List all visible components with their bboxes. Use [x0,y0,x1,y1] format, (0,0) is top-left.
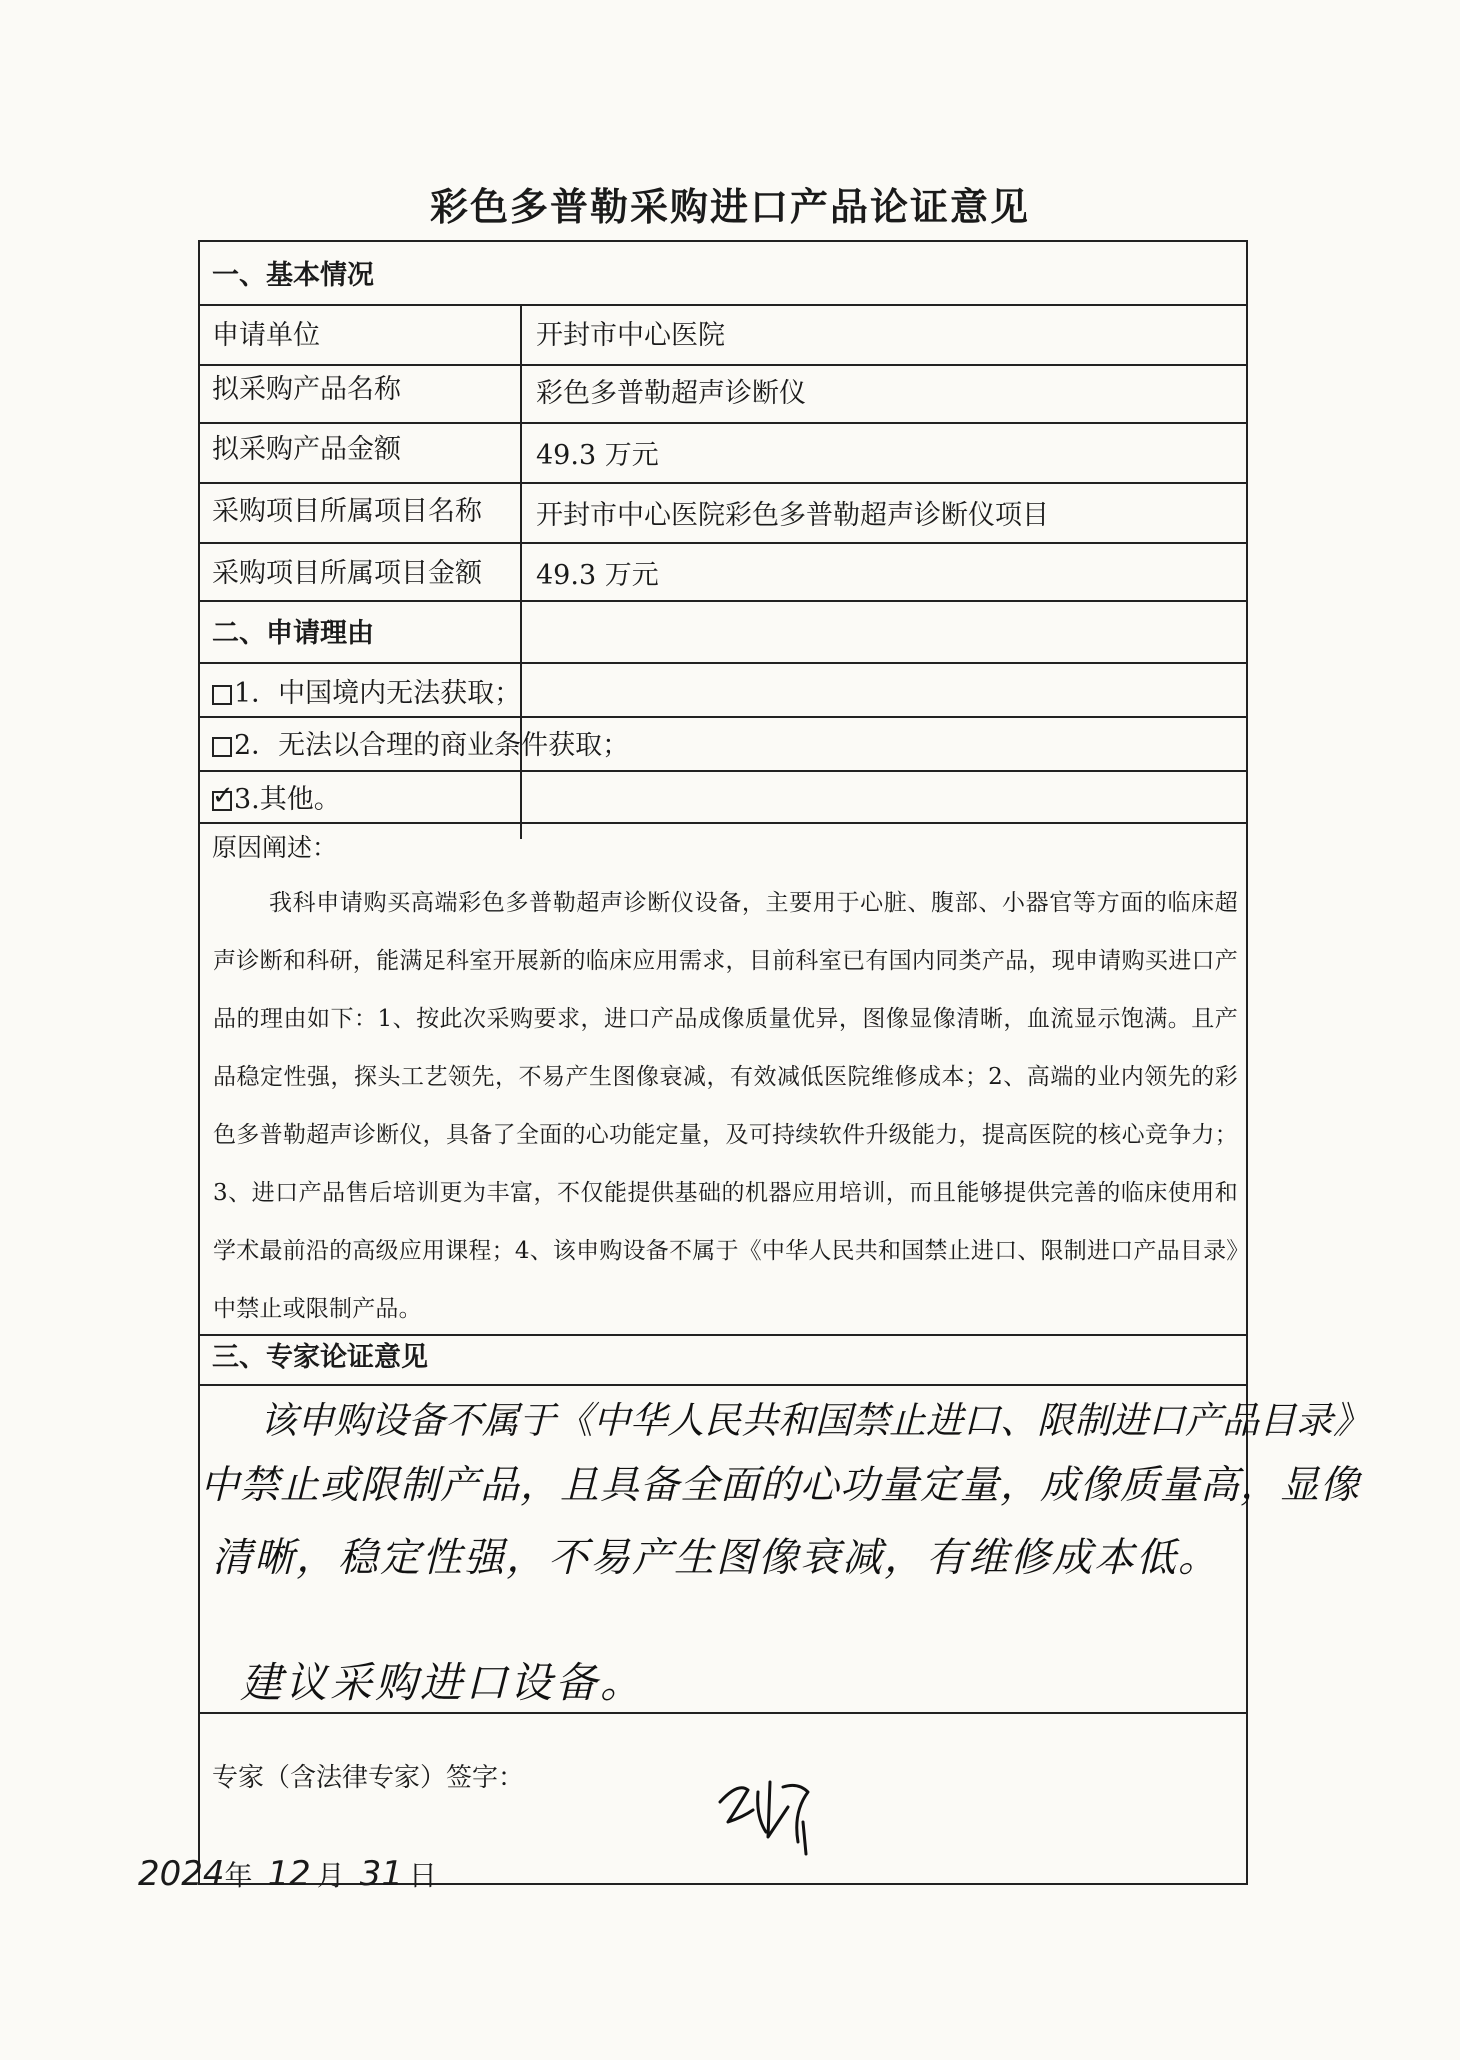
date-day: 31 [359,1854,403,1894]
row-label-product-name: 拟采购产品名称 [212,374,401,405]
date-day-suffix: 日 [408,1859,437,1892]
divider [200,304,1246,306]
date-month: 12 [267,1854,311,1894]
row-value-project-amount: 49.3 万元 [536,560,659,591]
handwritten-opinion-line-1: 该申购设备不属于《中华人民共和国禁止进口、限制进口产品目录》 [260,1399,1370,1442]
option-1-label: 1．中国境内无法获取； [234,678,522,709]
option-2-checkbox [212,737,232,757]
option-2-label: 2．无法以合理的商业条件获取； [234,730,630,761]
divider [200,422,1246,424]
reason-text: 我科申请购买高端彩色多普勒超声诊断仪设备，主要用于心脏、腹部、小器官等方面的临床超声诊断和科研，能满足科室开展新的临床应用需求，目前科室已有国内同类产品，现申请购买进口产品的理由如下：1、按此次采购要求，进口产品成像质量优异，图像显像清晰，血流显示饱满。且产品稳定性强，探头工艺领先，不易产生图像衰减，有效减低医院维修成本；2、高端的业内领先的彩色多普勒超声诊断仪，具备了全面的心功能定量，及可持续软件升级能力，提高医院的核心竞争力；3、进口产品售后培训更为丰富，不仅能提供基础的机器应用培训，而且能够提供完善的临床使用和学术最前沿的高级应用课程；4、该申购设备不属于《中华人民共和国禁止进口、限制进口产品目录》中禁止或限制产品。 [213,890,1238,1322]
divider [200,542,1246,544]
divider [200,662,1246,664]
row-label-product-amount: 拟采购产品金额 [212,434,401,465]
row-value-product-amount: 49.3 万元 [536,440,659,471]
date-year-suffix: 年 [224,1859,253,1892]
page-title: 彩色多普勒采购进口产品论证意见 [429,184,1030,229]
divider [200,600,1246,602]
section-3-heading: 三、专家论证意见 [212,1342,428,1373]
divider [200,770,1246,772]
divider [200,1712,1246,1714]
signature-label: 专家（含法律专家）签字： [212,1763,525,1793]
row-label-project-amount: 采购项目所属项目金额 [212,558,482,589]
option-2 [212,730,629,762]
option-3-label: 3.其他。 [234,784,341,815]
divider [200,1334,1246,1336]
date-month-suffix: 月 [316,1859,345,1892]
option-3-checkbox [212,781,234,811]
handwritten-recommendation: 建议采购进口设备。 [240,1658,646,1707]
reason-label: 原因阐述： [212,833,338,862]
form-table [198,240,1370,1885]
date-year: 2024 [138,1854,225,1894]
row-label-project-name: 采购项目所属项目名称 [212,496,482,527]
section-1-heading: 一、基本情况 [212,260,374,291]
row-value-product-name: 彩色多普勒超声诊断仪 [536,378,806,409]
divider [200,822,1246,824]
option-1 [212,678,521,710]
option-3 [212,781,341,816]
option-1-checkbox [212,685,232,705]
row-value-project-name: 开封市中心医院彩色多普勒超声诊断仪项目 [536,500,1049,531]
divider [200,364,1246,366]
handwritten-opinion-line-3: 清晰，稳定性强，不易产生图像衰减，有维修成本低。 [212,1535,1220,1581]
handwritten-opinion-line-2: 中禁止或限制产品，且具备全面的心功量定量，成像质量高，显像 [200,1463,1361,1508]
section-2-heading: 二、申请理由 [212,618,374,649]
divider [200,716,1246,718]
divider [200,482,1246,484]
expert-signature [708,1762,828,1862]
row-label-applicant: 申请单位 [212,320,320,351]
row-value-applicant: 开封市中心医院 [536,320,725,351]
divider [200,1384,1246,1386]
checkmark-icon: ✓ [212,781,234,811]
sign-date [138,1854,437,1894]
